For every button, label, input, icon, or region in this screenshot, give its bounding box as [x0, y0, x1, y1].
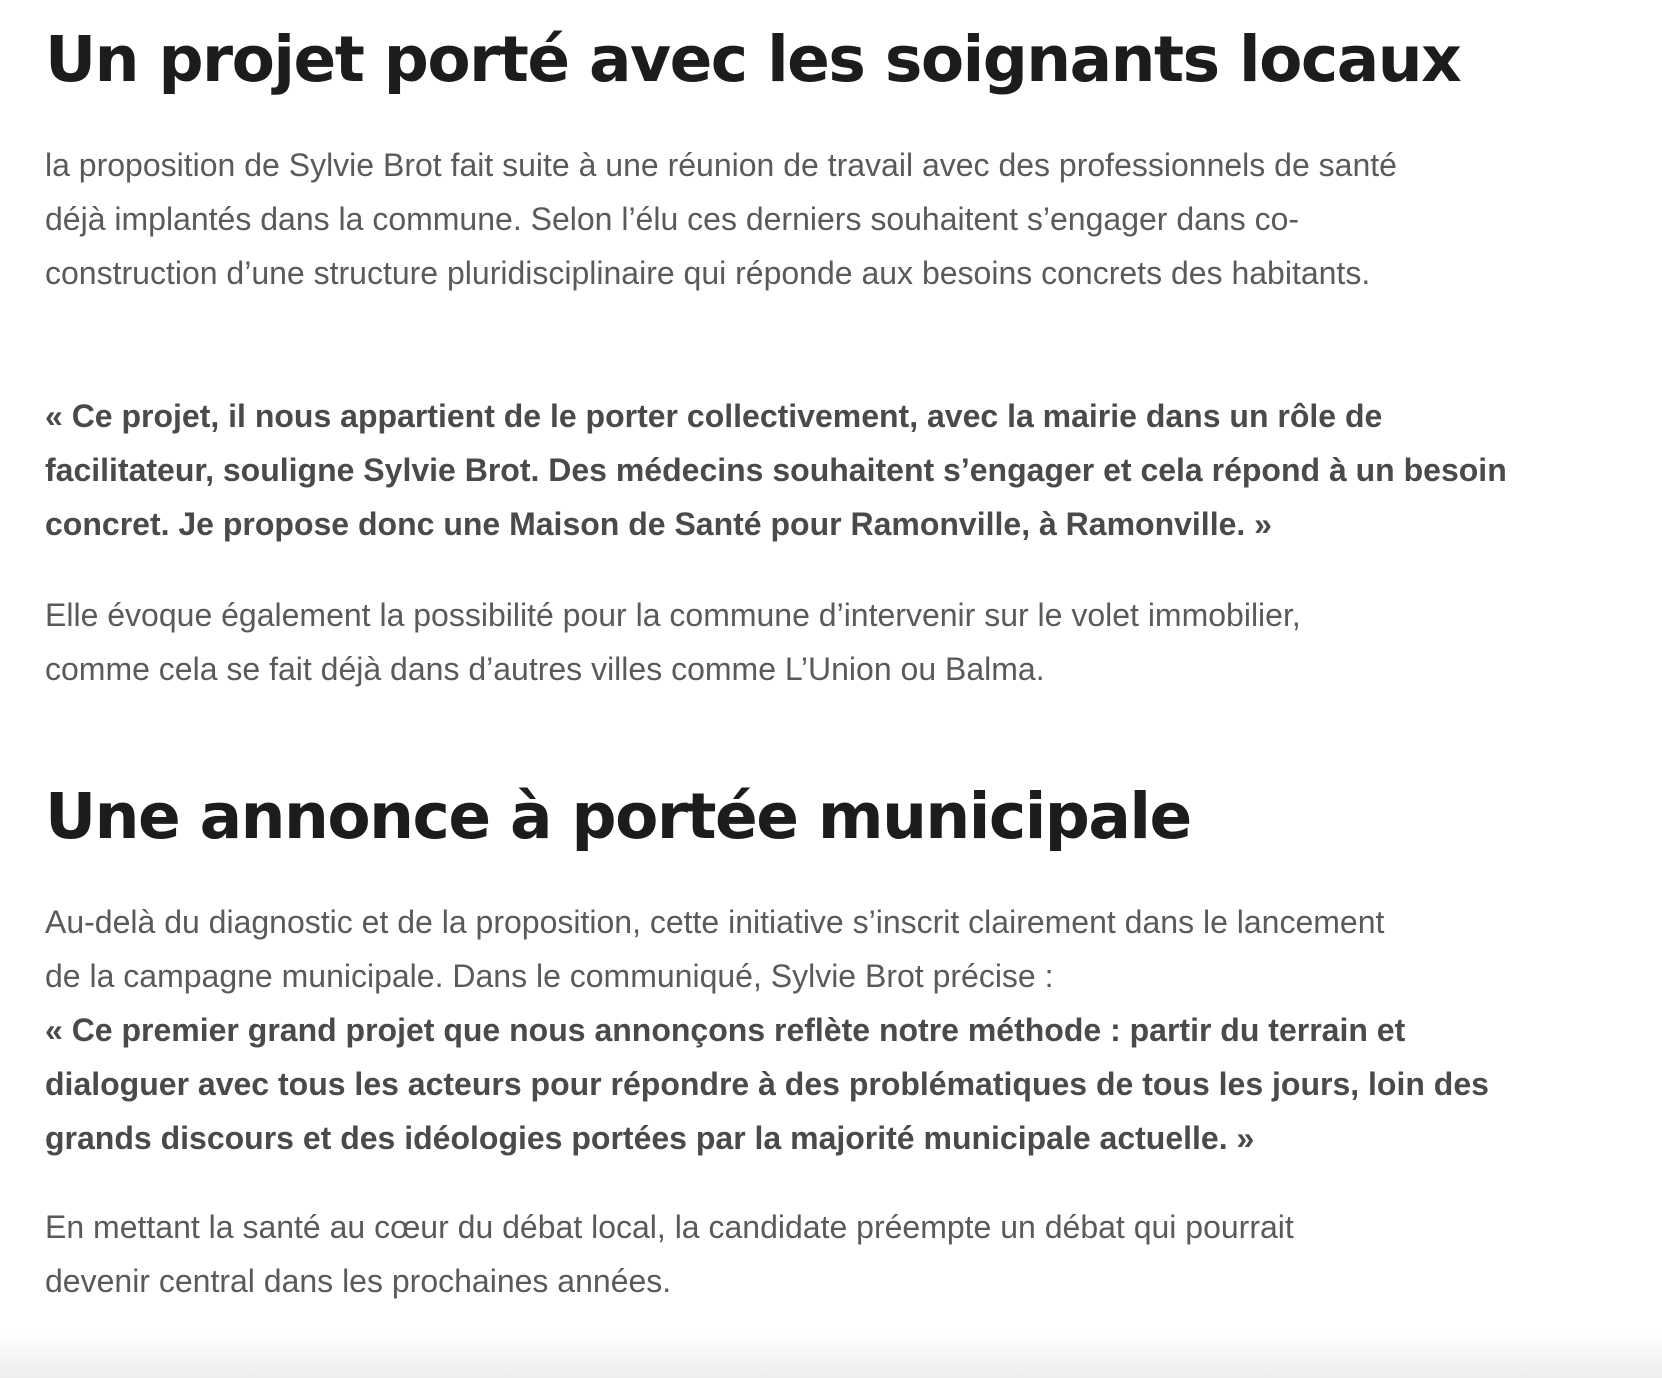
paragraph-line: déjà implantés dans la commune. Selon l’élu ces derniers souhaitent s’engager dans co- [45, 201, 1300, 237]
paragraph-line: comme cela se fait déjà dans d’autres villes comme L’Union ou Balma. [45, 651, 1045, 687]
paragraph-conclusion [45, 1200, 1615, 1308]
section-heading-annonce: Une annonce à portée municipale [45, 780, 1191, 853]
paragraph-line: construction d’une structure pluridisciplinaire qui réponde aux besoins concrets des habitants. [45, 255, 1371, 291]
paragraph-line: de la campagne municipale. Dans le communiqué, Sylvie Brot précise : [45, 958, 1054, 994]
paragraph-campagne [45, 895, 1615, 1165]
quote-line: « Ce projet, il nous appartient de le porter collectivement, avec la mairie dans un rôle de [45, 398, 1383, 434]
quote-line: facilitateur, souligne Sylvie Brot. Des médecins souhaitent s’engager et cela répond à un besoin [45, 452, 1507, 488]
paragraph-line: En mettant la santé au cœur du débat local, la candidate préempte un débat qui pourrait [45, 1209, 1294, 1245]
paragraph-line: Au-delà du diagnostic et de la proposition, cette initiative s’inscrit clairement dans le lancement [45, 904, 1385, 940]
paragraph-line: Elle évoque également la possibilité pour la commune d’intervenir sur le volet immobilier, [45, 597, 1301, 633]
paragraph-line: la proposition de Sylvie Brot fait suite à une réunion de travail avec des professionnels de santé [45, 147, 1397, 183]
section-heading-soignants: Un projet porté avec les soignants locaux [45, 23, 1461, 96]
paragraph-immobilier [45, 588, 1615, 696]
quote-line: « Ce premier grand projet que nous annonçons reflète notre méthode : partir du terrain et [45, 1012, 1406, 1048]
quote-line: concret. Je propose donc une Maison de Santé pour Ramonville, à Ramonville. » [45, 506, 1272, 542]
paragraph-intro [45, 138, 1615, 300]
quote-sylvie-brot-1 [45, 389, 1615, 551]
paragraph-line: devenir central dans les prochaines années. [45, 1263, 672, 1299]
bottom-shadow [0, 1330, 1662, 1378]
quote-line: dialoguer avec tous les acteurs pour répondre à des problématiques de tous les jours, loin des [45, 1066, 1489, 1102]
quote-line: grands discours et des idéologies portées par la majorité municipale actuelle. » [45, 1120, 1255, 1156]
